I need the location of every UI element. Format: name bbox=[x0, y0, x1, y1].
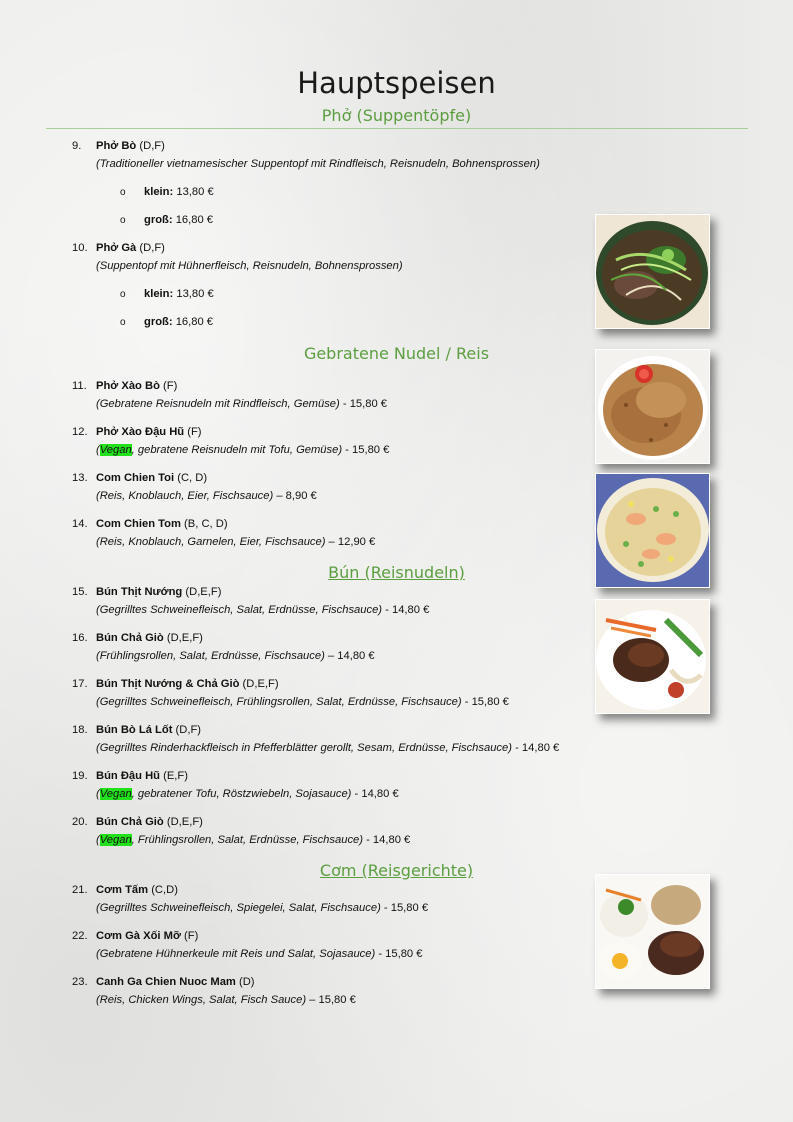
item-allergens: (D,F) bbox=[136, 242, 165, 254]
item-description: (Suppentopf mit Hühnerfleisch, Reisnudeln, Bohnensprossen) bbox=[96, 260, 403, 272]
item-number: 18. bbox=[72, 724, 88, 736]
item-allergens: (D,E,F) bbox=[182, 586, 222, 598]
item-number: 16. bbox=[72, 632, 88, 644]
section-heading-com: Cơm (Reisgerichte) bbox=[319, 861, 474, 880]
item-description: (Gegrilltes Schweinefleisch, Frühlingsrollen, Salat, Erdnüsse, Fischsauce) bbox=[96, 696, 462, 708]
item-price: - 15,80 € bbox=[375, 948, 423, 960]
item-number: 20. bbox=[72, 816, 88, 828]
vegan-badge: Vegan bbox=[99, 788, 132, 800]
item-price: - 14,80 € bbox=[362, 834, 411, 846]
item-price: - 14,80 € bbox=[351, 788, 399, 800]
item-price: - 15,80 € bbox=[380, 902, 429, 914]
item-description: (Reis, Knoblauch, Eier, Fischsauce) bbox=[96, 490, 274, 502]
item-allergens: (B, C, D) bbox=[180, 518, 228, 530]
item-name: Bún Chả Giò bbox=[96, 816, 164, 828]
item-allergens: (F) bbox=[180, 930, 199, 942]
size-price: 13,80 € bbox=[173, 186, 214, 198]
item-description: (Gegrilltes Schweinefleisch, Spiegelei, Salat, Fischsauce) bbox=[96, 902, 381, 914]
item-allergens: (D,E,F) bbox=[239, 678, 279, 690]
item-price: - 14,80 € bbox=[511, 742, 560, 754]
size-option bbox=[120, 313, 213, 332]
item-number: 13. bbox=[72, 472, 88, 484]
size-option bbox=[120, 183, 214, 202]
bullet-icon: o bbox=[120, 187, 126, 198]
item-price: - 14,80 € bbox=[382, 604, 430, 616]
vegan-badge: Vegan bbox=[99, 444, 132, 456]
item-name: Bún Bò Lá Lốt bbox=[96, 724, 173, 736]
item-allergens: (D,F) bbox=[136, 140, 165, 152]
item-allergens: (D) bbox=[235, 976, 255, 988]
item-price: – 8,90 € bbox=[273, 490, 317, 502]
item-price: - 15,80 € bbox=[461, 696, 509, 708]
item-name: Canh Ga Chien Nuoc Mam bbox=[96, 976, 236, 988]
bun-thit-nuong-photo bbox=[595, 599, 710, 714]
item-number: 10. bbox=[72, 242, 88, 254]
item-description: (Gegrilltes Schweinefleisch, Salat, Erdnüsse, Fischsauce) bbox=[96, 604, 383, 616]
item-number: 11. bbox=[72, 380, 87, 392]
item-allergens: (C,D) bbox=[148, 884, 178, 896]
item-number: 9. bbox=[72, 140, 82, 152]
item-price: - 15,80 € bbox=[342, 444, 390, 456]
size-option bbox=[120, 211, 213, 230]
item-description: (Reis, Chicken Wings, Salat, Fisch Sauce) bbox=[96, 994, 307, 1006]
item-description: (Gebratene Reisnudeln mit Rindfleisch, Gemüse) bbox=[96, 398, 340, 410]
item-allergens: (D,E,F) bbox=[163, 816, 203, 828]
item-name: Phở Gà bbox=[96, 242, 137, 254]
item-description: (Reis, Knoblauch, Garnelen, Eier, Fischsauce) bbox=[96, 536, 326, 548]
bullet-icon: o bbox=[120, 215, 126, 226]
item-allergens: (E,F) bbox=[160, 770, 188, 782]
item-allergens: (F) bbox=[184, 426, 202, 438]
item-allergens: (F) bbox=[159, 380, 178, 392]
item-number: 22. bbox=[72, 930, 88, 942]
size-label: klein: bbox=[144, 186, 174, 198]
item-price: – 12,90 € bbox=[325, 536, 376, 548]
bullet-icon: o bbox=[120, 317, 126, 328]
com-tam-photo bbox=[595, 874, 710, 989]
fried-rice-photo bbox=[595, 349, 710, 464]
item-number: 14. bbox=[72, 518, 88, 530]
item-description: (Gebratene Hühnerkeule mit Reis und Salat, Sojasauce) bbox=[96, 948, 376, 960]
section-heading-pho: Phở (Suppentöpfe) bbox=[321, 106, 472, 125]
item-name: Com Chien Toi bbox=[96, 472, 175, 484]
size-label: klein: bbox=[144, 288, 174, 300]
item-name: Cơm Gà Xối Mỡ bbox=[96, 930, 181, 942]
item-price: – 15,80 € bbox=[306, 994, 356, 1006]
item-number: 17. bbox=[72, 678, 88, 690]
item-name: Phở Xào Bò bbox=[96, 380, 160, 392]
item-description: , Frühlingsrollen, Salat, Erdnüsse, Fischsauce) bbox=[131, 834, 363, 846]
size-price: 16,80 € bbox=[172, 214, 214, 226]
item-description: (Frühlingsrollen, Salat, Erdnüsse, Fischsauce) bbox=[96, 650, 325, 662]
item-description: , gebratener Tofu, Röstzwiebeln, Sojasauce) bbox=[131, 788, 352, 800]
heading-divider bbox=[46, 128, 748, 129]
item-allergens: (D,E,F) bbox=[163, 632, 203, 644]
size-price: 16,80 € bbox=[172, 316, 214, 328]
item-name: Bún Chả Giò bbox=[96, 632, 164, 644]
item-number: 21. bbox=[72, 884, 88, 896]
item-number: 23. bbox=[72, 976, 88, 988]
item-name: Cơm Tấm bbox=[96, 884, 149, 896]
item-allergens: (C, D) bbox=[174, 472, 208, 484]
item-number: 19. bbox=[72, 770, 88, 782]
item-description: (Traditioneller vietnamesischer Suppentopf mit Rindfleisch, Reisnudeln, Bohnensprossen) bbox=[96, 158, 540, 170]
shrimp-fried-rice-photo bbox=[595, 473, 710, 588]
item-price: - 15,80 € bbox=[339, 398, 388, 410]
item-name: Phở Bò bbox=[96, 140, 137, 152]
item-name: Com Chien Tom bbox=[96, 518, 181, 530]
size-label: groß: bbox=[144, 214, 173, 226]
page-title: Hauptspeisen bbox=[297, 66, 496, 100]
vegan-badge: Vegan bbox=[99, 834, 132, 846]
item-number: 15. bbox=[72, 586, 88, 598]
pho-photo bbox=[595, 214, 710, 329]
item-name: Phở Xào Đậu Hũ bbox=[96, 426, 185, 438]
menu-page: Hauptspeisen Phở (Suppentöpfe) 9. Phở Bò (D,F) (Traditioneller vietnamesischer Suppentopf mit Rindfleisch, Reisnudeln, Bohnensprossen) o klein: 13,80 € o groß: 16,80 € 10. Phở Gà (D,F) (Suppentopf mit Hühnerfleisch, Reisnudeln, Bohnensprossen) o klein: 13,80 € o groß: 16,80 € Gebratene Nudel / Reis 11. Phở Xào Bò (F) (Gebratene Reisnudeln mit Rindfleisch, Gemüse) - 15,80 € 12. Phở Xào Đậu Hũ (F) (Vegan, gebratene Reisnudeln mit Tofu, Gemüse) - 15,80 € 13. Com Chien Toi (C, D) (Reis, Knoblauch, Eier, Fischsauce) – 8,90 € 14. Com Chien Tom (B, C, D) (Reis, Knoblauch, Garnelen, Eier, Fischsauce) – 12,90 € Bún (Reisnudeln) 15. Bún Thịt Nướng (D,E,F) (Gegrilltes Schweinefleisch, Salat, Erdnüsse, Fischsauce) - 14,80 € 16. Bún Chả Giò (D,E,F) (Frühlingsrollen, Salat, Erdnüsse, Fischsauce) – 14,80 € 17. Bún Thịt Nướng & Chả Giò (D,E,F) (Gegrilltes Schweinefleisch, Frühlingsrollen, Salat, Erdnüsse, Fischsauce) - 15,80 € 18. Bún Bò Lá Lốt (D,F) (Gegrilltes Rinderhackfleisch in Pfefferblätter gerollt, Sesam, Erdnüsse, Fischsauce) - 14,80 € 19. Bún Đậu Hũ (E,F) (Vegan, gebratener Tofu, Röstzwiebeln, Sojasauce) - 14,80 € 20. Bún Chả Giò (D,E,F) (Vegan, Frühlingsrollen, Salat, Erdnüsse, Fischsauce) - 14,80 € Cơm (Reisgerichte) 21. Cơm Tấm (C,D) (Gegrilltes Schweinefleisch, Spiegelei, Salat, Fischsauce) - 15,80 € 22. Cơm Gà Xối Mỡ (F) (Gebratene Hühnerkeule mit Reis und Salat, Sojasauce) - 15,80 € 23. Canh Ga Chien Nuoc Mam (D) (Reis, Chicken Wings, Salat, Fisch Sauce) – 15,80 € bbox=[0, 0, 793, 1122]
section-heading-fried: Gebratene Nudel / Reis bbox=[303, 344, 490, 363]
item-number: 12. bbox=[72, 426, 88, 438]
item-description: , gebratene Reisnudeln mit Tofu, Gemüse) bbox=[131, 444, 343, 456]
section-heading-bun: Bún (Reisnudeln) bbox=[328, 563, 465, 582]
item-allergens: (D,F) bbox=[172, 724, 202, 736]
item-name: Bún Thịt Nướng & Chả Giò bbox=[96, 678, 240, 690]
bullet-icon: o bbox=[120, 289, 126, 300]
item-name: Bún Đậu Hũ bbox=[96, 770, 161, 782]
item-description: (Gegrilltes Rinderhackfleisch in Pfefferblätter gerollt, Sesam, Erdnüsse, Fischsauce) bbox=[96, 742, 512, 754]
size-option bbox=[120, 285, 214, 304]
item-price: – 14,80 € bbox=[324, 650, 375, 662]
size-price: 13,80 € bbox=[173, 288, 214, 300]
item-name: Bún Thịt Nướng bbox=[96, 586, 183, 598]
size-label: groß: bbox=[144, 316, 173, 328]
